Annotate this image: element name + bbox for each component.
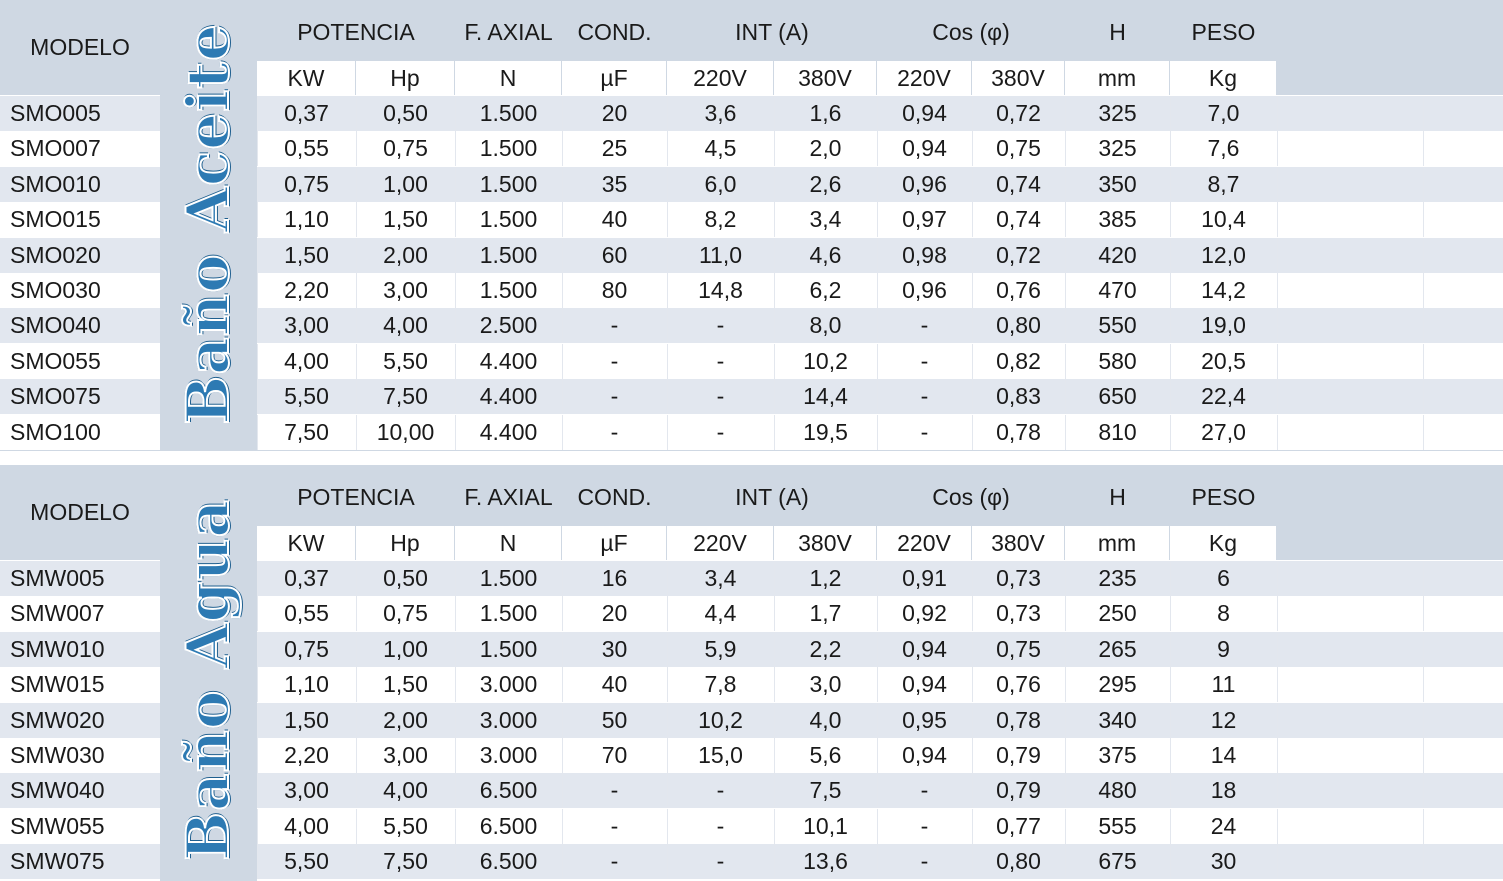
cell-modelo: SMW007 xyxy=(10,600,105,627)
cell-cond: - xyxy=(610,848,619,875)
cell-int-220v: - xyxy=(716,383,725,410)
cell-peso: 12 xyxy=(1210,706,1237,733)
cell-modelo: SMO040 xyxy=(10,312,101,339)
column-divider xyxy=(1423,344,1424,379)
unit-mm: mm xyxy=(1065,61,1170,95)
cell-kw: 7,50 xyxy=(284,418,329,445)
cell-modelo: SMW030 xyxy=(10,742,105,768)
cell-modelo: SMO055 xyxy=(10,347,101,374)
cell-peso: 8,7 xyxy=(1207,170,1240,197)
cell-cos-380v: 0,80 xyxy=(996,312,1041,339)
col-h-header: H xyxy=(1109,18,1126,45)
cell-cond: - xyxy=(610,812,619,839)
cell-cos-380v: 0,76 xyxy=(996,277,1041,303)
cell-cos-220v: - xyxy=(920,312,929,339)
cell-faxial: 4.400 xyxy=(479,383,538,410)
cell-hp: 0,50 xyxy=(383,100,428,126)
cell-modelo: SMW020 xyxy=(10,706,105,733)
column-divider xyxy=(1277,561,1278,596)
cell-int-220v: - xyxy=(716,777,725,804)
cell-int-380v: 3,0 xyxy=(809,671,842,698)
column-divider xyxy=(1423,415,1424,450)
col-cond-header: COND. xyxy=(577,483,652,510)
cell-int-220v: 14,8 xyxy=(698,277,743,303)
column-divider xyxy=(1423,738,1424,773)
column-divider xyxy=(1423,667,1424,702)
cell-faxial: 1.500 xyxy=(479,241,538,268)
column-divider xyxy=(1423,379,1424,414)
cell-h: 340 xyxy=(1098,706,1137,733)
cell-cond: - xyxy=(610,418,619,445)
cell-kw: 5,50 xyxy=(284,848,329,875)
cell-cond: 50 xyxy=(601,706,628,733)
column-divider xyxy=(1423,632,1424,667)
cell-cond: - xyxy=(610,777,619,804)
cell-cos-220v: - xyxy=(920,777,929,804)
unit-220v-cos: 220V xyxy=(877,61,972,95)
cell-cos-380v: 0,75 xyxy=(996,635,1041,662)
cell-peso: 24 xyxy=(1210,812,1237,839)
cell-int-220v: 6,0 xyxy=(704,170,737,197)
cell-h: 555 xyxy=(1098,812,1137,839)
cell-cos-380v: 0,74 xyxy=(996,206,1041,233)
cell-kw: 1,10 xyxy=(284,671,329,698)
cell-cond: 16 xyxy=(601,565,628,591)
cell-modelo: SMO015 xyxy=(10,206,101,233)
water-bath-table xyxy=(0,465,1503,881)
column-divider xyxy=(1277,703,1278,738)
unit-380v-cos: 380V xyxy=(972,61,1065,95)
cell-modelo: SMW055 xyxy=(10,812,105,839)
cell-int-220v: 3,6 xyxy=(704,100,737,126)
cell-faxial: 6.500 xyxy=(479,812,538,839)
cell-hp: 3,00 xyxy=(383,742,428,768)
cell-int-220v: 10,2 xyxy=(698,706,743,733)
cell-int-380v: 13,6 xyxy=(803,848,848,875)
cell-hp: 1,50 xyxy=(383,671,428,698)
column-divider xyxy=(1277,379,1278,414)
column-divider xyxy=(1277,773,1278,808)
cell-hp: 7,50 xyxy=(383,383,428,410)
cell-cos-220v: 0,94 xyxy=(902,135,947,162)
unit-mm: mm xyxy=(1065,526,1170,560)
cell-hp: 5,50 xyxy=(383,812,428,839)
column-divider xyxy=(1423,703,1424,738)
cell-int-220v: 7,8 xyxy=(704,671,737,698)
cell-hp: 7,50 xyxy=(383,848,428,875)
column-divider xyxy=(1423,96,1424,131)
unit-uf: µF xyxy=(562,61,667,95)
cell-cos-380v: 0,74 xyxy=(996,170,1041,197)
cell-kw: 1,50 xyxy=(284,241,329,268)
column-divider xyxy=(1423,844,1424,879)
cell-int-220v: 4,4 xyxy=(704,600,737,627)
cell-h: 325 xyxy=(1098,135,1137,162)
cell-peso: 7,0 xyxy=(1207,100,1240,126)
cell-peso: 9 xyxy=(1217,635,1230,662)
cell-peso: 14,2 xyxy=(1201,277,1246,303)
cell-cond: 30 xyxy=(601,635,628,662)
cell-h: 350 xyxy=(1098,170,1137,197)
cell-cos-220v: - xyxy=(920,848,929,875)
cell-kw: 4,00 xyxy=(284,812,329,839)
cell-faxial: 3.000 xyxy=(479,706,538,733)
column-divider xyxy=(1277,167,1278,202)
col-faxial-header: F. AXIAL xyxy=(464,18,553,45)
column-divider xyxy=(1423,273,1424,308)
cell-int-380v: 8,0 xyxy=(809,312,842,339)
table-bottom-rule xyxy=(0,450,1503,451)
cell-int-380v: 1,6 xyxy=(809,100,842,126)
column-divider xyxy=(1423,131,1424,166)
cell-kw: 2,20 xyxy=(284,742,329,768)
cell-modelo: SMW010 xyxy=(10,635,105,662)
cell-h: 580 xyxy=(1098,347,1137,374)
cell-kw: 0,55 xyxy=(284,600,329,627)
column-divider xyxy=(1277,809,1278,844)
cell-int-220v: - xyxy=(716,347,725,374)
cell-int-380v: 10,1 xyxy=(803,812,848,839)
col-int-header: INT (A) xyxy=(735,483,809,510)
cell-cond: - xyxy=(610,383,619,410)
cell-hp: 2,00 xyxy=(383,241,428,268)
cell-int-380v: 2,0 xyxy=(809,135,842,162)
cell-h: 235 xyxy=(1098,565,1137,591)
cell-faxial: 6.500 xyxy=(479,848,538,875)
cell-faxial: 6.500 xyxy=(479,777,538,804)
cell-cos-220v: 0,96 xyxy=(902,170,947,197)
unit-380v-int: 380V xyxy=(774,61,877,95)
cell-hp: 4,00 xyxy=(383,312,428,339)
cell-int-380v: 2,6 xyxy=(809,170,842,197)
cell-int-380v: 5,6 xyxy=(809,742,842,768)
oil-bath-vertical-title: Baño Aceite xyxy=(174,23,242,425)
cell-peso: 14 xyxy=(1210,742,1237,768)
col-peso-header: PESO xyxy=(1191,483,1256,510)
column-divider xyxy=(1277,415,1278,450)
cell-cos-220v: - xyxy=(920,347,929,374)
cell-modelo: SMO020 xyxy=(10,241,101,268)
cell-cos-380v: 0,72 xyxy=(996,100,1041,126)
cell-h: 265 xyxy=(1098,635,1137,662)
cell-int-380v: 6,2 xyxy=(809,277,842,303)
unit-hp: Hp xyxy=(356,61,455,95)
cell-peso: 20,5 xyxy=(1201,347,1246,374)
cell-kw: 4,00 xyxy=(284,347,329,374)
cell-int-220v: 8,2 xyxy=(704,206,737,233)
cell-int-220v: 3,4 xyxy=(704,565,737,591)
cell-hp: 0,50 xyxy=(383,565,428,591)
col-potencia-header: POTENCIA xyxy=(297,483,415,510)
cell-h: 325 xyxy=(1098,100,1137,126)
cell-cos-220v: - xyxy=(920,383,929,410)
cell-cond: 20 xyxy=(601,100,628,126)
cell-peso: 11 xyxy=(1211,671,1236,698)
cell-cond: - xyxy=(610,347,619,374)
cell-kw: 0,37 xyxy=(284,565,329,591)
cell-int-220v: 11,0 xyxy=(698,241,743,268)
cell-peso: 19,0 xyxy=(1201,312,1246,339)
cell-kw: 5,50 xyxy=(284,383,329,410)
cell-hp: 2,00 xyxy=(383,706,428,733)
cell-hp: 4,00 xyxy=(383,777,428,804)
col-cos-header: Cos (φ) xyxy=(932,18,1010,45)
cell-faxial: 4.400 xyxy=(479,347,538,374)
cell-cos-220v: 0,94 xyxy=(902,100,947,126)
cell-peso: 6 xyxy=(1217,565,1230,591)
cell-int-380v: 7,5 xyxy=(809,777,842,804)
cell-h: 675 xyxy=(1098,848,1137,875)
cell-int-380v: 4,0 xyxy=(809,706,842,733)
cell-kw: 0,55 xyxy=(284,135,329,162)
cell-modelo: SMO007 xyxy=(10,135,101,162)
cell-cond: 25 xyxy=(601,135,628,162)
cell-peso: 12,0 xyxy=(1201,241,1246,268)
cell-cos-220v: 0,92 xyxy=(902,600,947,627)
water-bath-vertical-title: Baño Agua xyxy=(174,499,242,861)
column-divider xyxy=(1277,344,1278,379)
cell-faxial: 1.500 xyxy=(479,277,538,303)
cell-h: 420 xyxy=(1098,241,1137,268)
cell-cos-220v: - xyxy=(920,418,929,445)
cell-int-380v: 2,2 xyxy=(809,635,842,662)
cell-peso: 27,0 xyxy=(1201,418,1246,445)
cell-cos-220v: 0,97 xyxy=(902,206,947,233)
column-divider xyxy=(1277,632,1278,667)
cell-hp: 1,50 xyxy=(383,206,428,233)
cell-peso: 30 xyxy=(1210,848,1237,875)
cell-cos-380v: 0,73 xyxy=(996,565,1041,591)
cell-faxial: 2.500 xyxy=(479,312,538,339)
cell-kw: 1,10 xyxy=(284,206,329,233)
cell-cos-380v: 0,79 xyxy=(996,777,1041,804)
cell-kw: 0,75 xyxy=(284,170,329,197)
column-divider xyxy=(1277,844,1278,879)
cell-int-380v: 10,2 xyxy=(803,347,848,374)
unit-kw: KW xyxy=(257,61,356,95)
cell-cos-220v: 0,98 xyxy=(902,241,947,268)
unit-380v-int: 380V xyxy=(774,526,877,560)
column-divider xyxy=(1277,238,1278,273)
unit-kg: Kg xyxy=(1170,61,1277,95)
unit-kw: KW xyxy=(257,526,356,560)
cell-cond: 40 xyxy=(601,206,628,233)
unit-380v-cos: 380V xyxy=(972,526,1065,560)
column-divider xyxy=(1423,202,1424,237)
cell-cond: - xyxy=(610,312,619,339)
cell-cond: 35 xyxy=(601,170,628,197)
unit-kg: Kg xyxy=(1170,526,1277,560)
column-divider xyxy=(1423,596,1424,631)
cell-faxial: 1.500 xyxy=(479,170,538,197)
column-divider xyxy=(1277,96,1278,131)
col-cond-header: COND. xyxy=(577,18,652,45)
cell-peso: 22,4 xyxy=(1201,383,1246,410)
cell-h: 810 xyxy=(1098,418,1137,445)
column-divider xyxy=(1277,667,1278,702)
cell-cos-220v: 0,96 xyxy=(902,277,947,303)
cell-h: 470 xyxy=(1098,277,1137,303)
column-divider xyxy=(1423,167,1424,202)
col-h-header: H xyxy=(1109,483,1126,510)
cell-hp: 0,75 xyxy=(383,600,428,627)
cell-cos-380v: 0,83 xyxy=(996,383,1041,410)
cell-modelo: SMO010 xyxy=(10,170,101,197)
cell-cond: 70 xyxy=(601,742,628,768)
cell-peso: 10,4 xyxy=(1201,206,1246,233)
cell-kw: 0,37 xyxy=(284,100,329,126)
cell-kw: 3,00 xyxy=(284,777,329,804)
cell-h: 385 xyxy=(1098,206,1137,233)
cell-cos-380v: 0,73 xyxy=(996,600,1041,627)
cell-modelo: SMW075 xyxy=(10,848,105,875)
cell-cos-220v: 0,94 xyxy=(902,671,947,698)
unit-220v-cos: 220V xyxy=(877,526,972,560)
cell-modelo: SMO100 xyxy=(10,418,101,445)
col-int-header: INT (A) xyxy=(735,18,809,45)
cell-int-220v: 15,0 xyxy=(698,742,743,768)
cell-hp: 1,00 xyxy=(383,635,428,662)
cell-int-220v: - xyxy=(716,812,725,839)
column-divider xyxy=(1423,773,1424,808)
column-divider xyxy=(1423,809,1424,844)
cell-cond: 20 xyxy=(601,600,628,627)
cell-peso: 8 xyxy=(1217,600,1230,627)
cell-cos-380v: 0,78 xyxy=(996,418,1041,445)
column-divider xyxy=(1277,308,1278,343)
cell-cond: 60 xyxy=(601,241,628,268)
cell-int-220v: 4,5 xyxy=(704,135,737,162)
column-divider xyxy=(1423,561,1424,596)
cell-kw: 1,50 xyxy=(284,706,329,733)
cell-h: 550 xyxy=(1098,312,1137,339)
cell-modelo: SMO075 xyxy=(10,383,101,410)
cell-cos-220v: - xyxy=(920,812,929,839)
cell-faxial: 1.500 xyxy=(479,135,538,162)
column-divider xyxy=(1277,273,1278,308)
column-divider xyxy=(1277,202,1278,237)
cell-kw: 3,00 xyxy=(284,312,329,339)
cell-int-380v: 1,2 xyxy=(809,565,842,591)
col-potencia-header: POTENCIA xyxy=(297,18,415,45)
cell-int-380v: 19,5 xyxy=(803,418,848,445)
col-faxial-header: F. AXIAL xyxy=(464,483,553,510)
cell-int-220v: - xyxy=(716,418,725,445)
cell-hp: 3,00 xyxy=(383,277,428,303)
cell-peso: 7,6 xyxy=(1207,135,1240,162)
cell-int-220v: - xyxy=(716,848,725,875)
cell-kw: 2,20 xyxy=(284,277,329,303)
cell-cos-220v: 0,94 xyxy=(902,742,947,768)
cell-int-380v: 1,7 xyxy=(809,600,842,627)
cell-cos-380v: 0,79 xyxy=(996,742,1041,768)
cell-modelo: SMO005 xyxy=(10,100,101,126)
cell-cos-380v: 0,78 xyxy=(996,706,1041,733)
cell-cos-380v: 0,76 xyxy=(996,671,1041,698)
cell-cos-380v: 0,72 xyxy=(996,241,1041,268)
cell-cond: 80 xyxy=(601,277,628,303)
cell-faxial: 1.500 xyxy=(479,635,538,662)
cell-cos-380v: 0,80 xyxy=(996,848,1041,875)
cell-cos-220v: 0,95 xyxy=(902,706,947,733)
cell-int-380v: 3,4 xyxy=(809,206,842,233)
col-modelo-header: MODELO xyxy=(30,499,130,525)
unit-hp: Hp xyxy=(356,526,455,560)
column-divider xyxy=(1423,238,1424,273)
column-divider xyxy=(1277,596,1278,631)
cell-h: 250 xyxy=(1098,600,1137,627)
cell-int-380v: 4,6 xyxy=(809,241,842,268)
col-modelo-header: MODELO xyxy=(30,34,130,60)
cell-faxial: 4.400 xyxy=(479,418,538,445)
cell-modelo: SMW005 xyxy=(10,565,105,591)
cell-faxial: 1.500 xyxy=(479,565,538,591)
cell-h: 375 xyxy=(1098,742,1137,768)
cell-faxial: 3.000 xyxy=(479,671,538,698)
cell-faxial: 1.500 xyxy=(479,600,538,627)
unit-220v-int: 220V xyxy=(667,61,774,95)
cell-faxial: 1.500 xyxy=(479,100,538,126)
unit-uf: µF xyxy=(562,526,667,560)
cell-kw: 0,75 xyxy=(284,635,329,662)
cell-hp: 0,75 xyxy=(383,135,428,162)
cell-hp: 1,00 xyxy=(383,170,428,197)
column-divider xyxy=(1277,131,1278,166)
cell-h: 295 xyxy=(1098,671,1137,698)
cell-modelo: SMW040 xyxy=(10,777,105,804)
cell-modelo: SMW015 xyxy=(10,671,105,698)
cell-hp: 10,00 xyxy=(376,418,435,445)
cell-faxial: 1.500 xyxy=(479,206,538,233)
cell-cos-220v: 0,94 xyxy=(902,635,947,662)
cell-int-220v: 5,9 xyxy=(704,635,737,662)
cell-int-220v: - xyxy=(716,312,725,339)
col-cos-header: Cos (φ) xyxy=(932,483,1010,510)
unit-220v-int: 220V xyxy=(667,526,774,560)
col-peso-header: PESO xyxy=(1191,18,1256,45)
cell-int-380v: 14,4 xyxy=(803,383,848,410)
cell-cond: 40 xyxy=(601,671,628,698)
column-divider xyxy=(1277,738,1278,773)
cell-hp: 5,50 xyxy=(383,347,428,374)
cell-cos-220v: 0,91 xyxy=(902,565,947,591)
unit-n: N xyxy=(455,61,562,95)
cell-cos-380v: 0,77 xyxy=(996,812,1041,839)
cell-modelo: SMO030 xyxy=(10,277,101,303)
cell-cos-380v: 0,75 xyxy=(996,135,1041,162)
cell-h: 480 xyxy=(1098,777,1137,804)
unit-n: N xyxy=(455,526,562,560)
cell-h: 650 xyxy=(1098,383,1137,410)
cell-faxial: 3.000 xyxy=(479,742,538,768)
cell-peso: 18 xyxy=(1210,777,1237,804)
column-divider xyxy=(1423,308,1424,343)
cell-cos-380v: 0,82 xyxy=(996,347,1041,374)
